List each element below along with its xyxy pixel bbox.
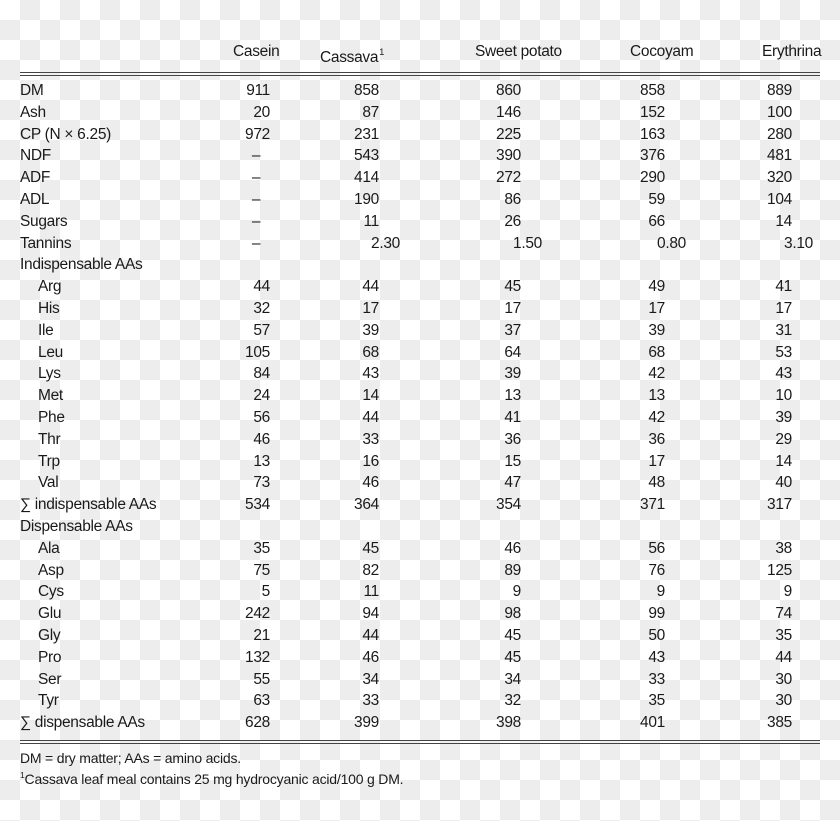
table-cell: 20 bbox=[253, 103, 270, 121]
table-cell: 98 bbox=[504, 605, 521, 623]
table-row bbox=[0, 363, 840, 385]
table-cell: 53 bbox=[775, 343, 792, 361]
table-cell: 35 bbox=[648, 692, 665, 710]
table-cell: 24 bbox=[253, 387, 270, 405]
table-cell: 17 bbox=[775, 300, 792, 317]
row-label: Ser bbox=[38, 670, 62, 688]
table-cell: 385 bbox=[767, 714, 792, 732]
row-label: Arg bbox=[38, 278, 62, 296]
table-cell: 1.50 bbox=[513, 234, 542, 252]
table-cell: 59 bbox=[648, 191, 665, 208]
table-cell: 14 bbox=[775, 212, 792, 230]
table-cell: 21 bbox=[253, 627, 270, 644]
row-label: Indispensable AAs bbox=[20, 256, 143, 274]
table-row bbox=[0, 145, 840, 167]
table-cell: 35 bbox=[253, 539, 270, 557]
table-row bbox=[0, 102, 840, 124]
table-cell: 11 bbox=[363, 212, 379, 230]
row-label: Val bbox=[38, 474, 59, 492]
table-cell: 104 bbox=[767, 191, 792, 208]
table-cell: 29 bbox=[775, 430, 792, 448]
table-cell: 33 bbox=[362, 692, 379, 710]
table-cell: 163 bbox=[640, 125, 665, 143]
table-row bbox=[0, 451, 840, 473]
footnote-1 bbox=[20, 767, 403, 788]
top-double-rule bbox=[20, 72, 820, 76]
table-cell: 89 bbox=[504, 561, 521, 579]
footnote-abbreviations: DM = dry matter; AAs = amino acids. bbox=[20, 750, 241, 766]
table-cell: 56 bbox=[648, 539, 665, 557]
table-cell: 17 bbox=[362, 300, 379, 317]
column-header-label: Erythrina bbox=[762, 43, 822, 60]
table-cell: 84 bbox=[253, 365, 270, 383]
table-cell: 45 bbox=[504, 648, 521, 666]
column-header-cassava bbox=[320, 42, 384, 66]
table-cell: 290 bbox=[640, 169, 665, 187]
table-row bbox=[0, 233, 840, 255]
table-cell: 45 bbox=[362, 539, 379, 557]
table-cell: 39 bbox=[648, 321, 665, 339]
table-cell: 31 bbox=[775, 321, 792, 339]
table-cell: 390 bbox=[496, 147, 521, 165]
table-row bbox=[0, 407, 840, 429]
row-label: NDF bbox=[20, 147, 51, 165]
table-cell: 225 bbox=[496, 125, 521, 143]
table-cell: 628 bbox=[245, 714, 270, 732]
table-cell: 2.30 bbox=[371, 234, 400, 252]
row-label: DM bbox=[20, 82, 44, 99]
table-cell: 17 bbox=[648, 452, 665, 470]
row-label: Sugars bbox=[20, 212, 68, 230]
table-cell: 376 bbox=[640, 147, 665, 165]
table-cell: 371 bbox=[640, 496, 665, 514]
table-cell: – bbox=[251, 234, 261, 252]
row-label: CP (N × 6.25) bbox=[20, 125, 112, 143]
table-cell: 49 bbox=[648, 278, 665, 296]
table-cell: 13 bbox=[504, 387, 521, 405]
table-cell: 858 bbox=[354, 82, 379, 99]
table-cell: 66 bbox=[648, 212, 665, 230]
table-cell: 534 bbox=[245, 496, 270, 514]
table-cell: 57 bbox=[253, 321, 270, 339]
table-cell: 13 bbox=[253, 452, 270, 470]
table-cell: 44 bbox=[362, 409, 379, 426]
table-cell: 76 bbox=[648, 561, 665, 579]
table-cell: 320 bbox=[767, 169, 792, 187]
column-header-label: Cocoyam bbox=[630, 43, 694, 60]
column-header-cocoyam bbox=[630, 42, 693, 62]
table-cell: 32 bbox=[504, 692, 521, 710]
table-cell: 42 bbox=[648, 365, 665, 383]
column-header-erythrina bbox=[762, 42, 821, 62]
table-cell: 44 bbox=[775, 648, 792, 666]
row-label: Asp bbox=[38, 561, 64, 579]
table-cell: 37 bbox=[504, 321, 521, 339]
row-label: Gly bbox=[38, 627, 61, 644]
row-label: Tyr bbox=[38, 692, 59, 710]
table-row bbox=[0, 167, 840, 189]
row-label: ∑ dispensable AAs bbox=[20, 714, 145, 732]
table-cell: 73 bbox=[253, 474, 270, 492]
table-cell: 481 bbox=[767, 147, 792, 165]
column-header-label: Sweet potato bbox=[475, 43, 562, 60]
table-cell: 50 bbox=[648, 627, 665, 644]
table-cell: 42 bbox=[648, 409, 665, 426]
table-cell: 860 bbox=[496, 82, 521, 99]
table-cell: 543 bbox=[354, 147, 379, 165]
table-cell: 280 bbox=[767, 125, 792, 143]
row-label: ADF bbox=[20, 169, 51, 187]
table-cell: 30 bbox=[775, 670, 792, 688]
table-cell: 39 bbox=[775, 409, 792, 426]
table-row bbox=[0, 429, 840, 451]
table-row bbox=[0, 320, 840, 342]
table-cell: 26 bbox=[504, 212, 521, 230]
row-label: Lys bbox=[38, 365, 61, 383]
table-cell: 11 bbox=[363, 583, 379, 601]
table-cell: 33 bbox=[648, 670, 665, 688]
table-cell: 3.10 bbox=[784, 234, 813, 252]
table-cell: 45 bbox=[504, 627, 521, 644]
table-cell: 152 bbox=[640, 103, 665, 121]
table-cell: 43 bbox=[362, 365, 379, 383]
table-cell: 30 bbox=[775, 692, 792, 710]
table-row bbox=[0, 494, 840, 516]
row-label: Ash bbox=[20, 103, 46, 121]
table-row bbox=[0, 385, 840, 407]
table-cell: 44 bbox=[253, 278, 270, 296]
table-cell: 44 bbox=[362, 627, 379, 644]
table-cell: 354 bbox=[496, 496, 521, 514]
table-cell: 36 bbox=[504, 430, 521, 448]
table-cell: 14 bbox=[362, 387, 379, 405]
table-cell: 94 bbox=[362, 605, 379, 623]
table-row bbox=[0, 276, 840, 298]
table-row bbox=[0, 124, 840, 146]
table-cell: 190 bbox=[354, 191, 379, 208]
table-cell: 364 bbox=[354, 496, 379, 514]
row-label: Trp bbox=[38, 452, 60, 470]
table-cell: – bbox=[251, 191, 261, 208]
row-label: ∑ indispensable AAs bbox=[20, 496, 157, 514]
table-cell: 15 bbox=[504, 452, 521, 470]
row-label: Phe bbox=[38, 409, 65, 426]
table-cell: – bbox=[251, 147, 261, 165]
table-cell: 399 bbox=[354, 714, 379, 732]
table-cell: 99 bbox=[648, 605, 665, 623]
table-cell: 9 bbox=[512, 583, 521, 601]
table-cell: 13 bbox=[648, 387, 665, 405]
table-row bbox=[0, 712, 840, 734]
table-cell: 41 bbox=[775, 278, 792, 296]
table-cell: 86 bbox=[504, 191, 521, 208]
table-row bbox=[0, 298, 840, 320]
table-row bbox=[0, 581, 840, 603]
row-label: Dispensable AAs bbox=[20, 518, 133, 535]
table-cell: 32 bbox=[253, 300, 270, 317]
row-label: Thr bbox=[38, 430, 61, 448]
table-cell: 48 bbox=[648, 474, 665, 492]
footnote-text: Cassava leaf meal contains 25 mg hydrocyanic acid/100 g DM. bbox=[24, 771, 404, 787]
table-cell: 414 bbox=[354, 169, 379, 187]
table-cell: 82 bbox=[362, 561, 379, 579]
column-header-label: Cassava bbox=[320, 49, 379, 66]
row-label: His bbox=[38, 300, 60, 317]
table-row bbox=[0, 472, 840, 494]
table-cell: 63 bbox=[253, 692, 270, 710]
table-cell: 87 bbox=[362, 103, 379, 121]
table-cell: 5 bbox=[261, 583, 270, 601]
table-cell: – bbox=[251, 212, 261, 230]
table-cell: 398 bbox=[496, 714, 521, 732]
table-cell: – bbox=[251, 169, 261, 187]
table-row bbox=[0, 625, 840, 647]
row-label: Ile bbox=[38, 321, 54, 339]
table-cell: 9 bbox=[656, 583, 665, 601]
table-row bbox=[0, 342, 840, 364]
row-label: Met bbox=[38, 387, 63, 405]
table-cell: 41 bbox=[504, 409, 521, 426]
table-cell: 36 bbox=[648, 430, 665, 448]
table-row bbox=[0, 647, 840, 669]
table-cell: 972 bbox=[245, 125, 270, 143]
column-header-casein bbox=[233, 42, 279, 62]
table-row bbox=[0, 669, 840, 691]
table-cell: 46 bbox=[362, 648, 379, 666]
table-cell: 38 bbox=[775, 539, 792, 557]
table-cell: 47 bbox=[504, 474, 521, 492]
table-row bbox=[0, 189, 840, 211]
table-cell: 55 bbox=[253, 670, 270, 688]
footnote-marker: 1 bbox=[20, 770, 25, 780]
table-cell: 272 bbox=[496, 169, 521, 187]
table-row bbox=[0, 603, 840, 625]
table-cell: 43 bbox=[775, 365, 792, 383]
table-cell: 401 bbox=[640, 714, 665, 732]
table-cell: 46 bbox=[253, 430, 270, 448]
table-cell: 146 bbox=[496, 103, 521, 121]
table-cell: 911 bbox=[246, 82, 270, 99]
table-row bbox=[0, 516, 840, 538]
bottom-double-rule bbox=[20, 740, 820, 744]
table-cell: 33 bbox=[362, 430, 379, 448]
table-cell: 46 bbox=[362, 474, 379, 492]
table-cell: 46 bbox=[504, 539, 521, 557]
table-cell: 43 bbox=[648, 648, 665, 666]
table-cell: 34 bbox=[362, 670, 379, 688]
table-cell: 858 bbox=[640, 82, 665, 99]
table-row bbox=[0, 560, 840, 582]
table-cell: 10 bbox=[775, 387, 792, 405]
table-cell: 242 bbox=[245, 605, 270, 623]
table-cell: 0.80 bbox=[657, 234, 686, 252]
footnote-marker: 1 bbox=[379, 47, 384, 57]
table-cell: 39 bbox=[362, 321, 379, 339]
table-cell: 17 bbox=[648, 300, 665, 317]
table-cell: 132 bbox=[245, 648, 270, 666]
row-label: Glu bbox=[38, 605, 62, 623]
table-cell: 16 bbox=[362, 452, 379, 470]
table-cell: 889 bbox=[767, 82, 792, 99]
table-cell: 125 bbox=[767, 561, 792, 579]
table-cell: 39 bbox=[504, 365, 521, 383]
table-cell: 17 bbox=[504, 300, 521, 317]
row-label: Tannins bbox=[20, 234, 72, 252]
row-label: Ala bbox=[38, 539, 60, 557]
table-cell: 74 bbox=[775, 605, 792, 623]
table-cell: 34 bbox=[504, 670, 521, 688]
table-cell: 35 bbox=[775, 627, 792, 644]
table-cell: 14 bbox=[775, 452, 792, 470]
row-label: Pro bbox=[38, 648, 62, 666]
table-row bbox=[0, 690, 840, 712]
table-cell: 45 bbox=[504, 278, 521, 296]
table-cell: 64 bbox=[504, 343, 521, 361]
table-row bbox=[0, 211, 840, 233]
column-header-sweet-potato bbox=[475, 42, 562, 62]
table-cell: 40 bbox=[775, 474, 792, 492]
table-row bbox=[0, 80, 840, 102]
table-cell: 68 bbox=[362, 343, 379, 361]
row-label: Leu bbox=[38, 343, 63, 361]
table-row bbox=[0, 538, 840, 560]
table-cell: 231 bbox=[354, 125, 379, 143]
table-cell: 100 bbox=[767, 103, 792, 121]
table-cell: 75 bbox=[253, 561, 270, 579]
row-label: ADL bbox=[20, 191, 50, 208]
table-cell: 9 bbox=[783, 583, 792, 601]
table-cell: 56 bbox=[253, 409, 270, 426]
table-cell: 68 bbox=[648, 343, 665, 361]
table-row bbox=[0, 254, 840, 276]
row-label: Cys bbox=[38, 583, 64, 601]
column-header-label: Casein bbox=[233, 43, 280, 60]
table-cell: 105 bbox=[245, 343, 270, 361]
table-cell: 44 bbox=[362, 278, 379, 296]
table-cell: 317 bbox=[767, 496, 792, 514]
